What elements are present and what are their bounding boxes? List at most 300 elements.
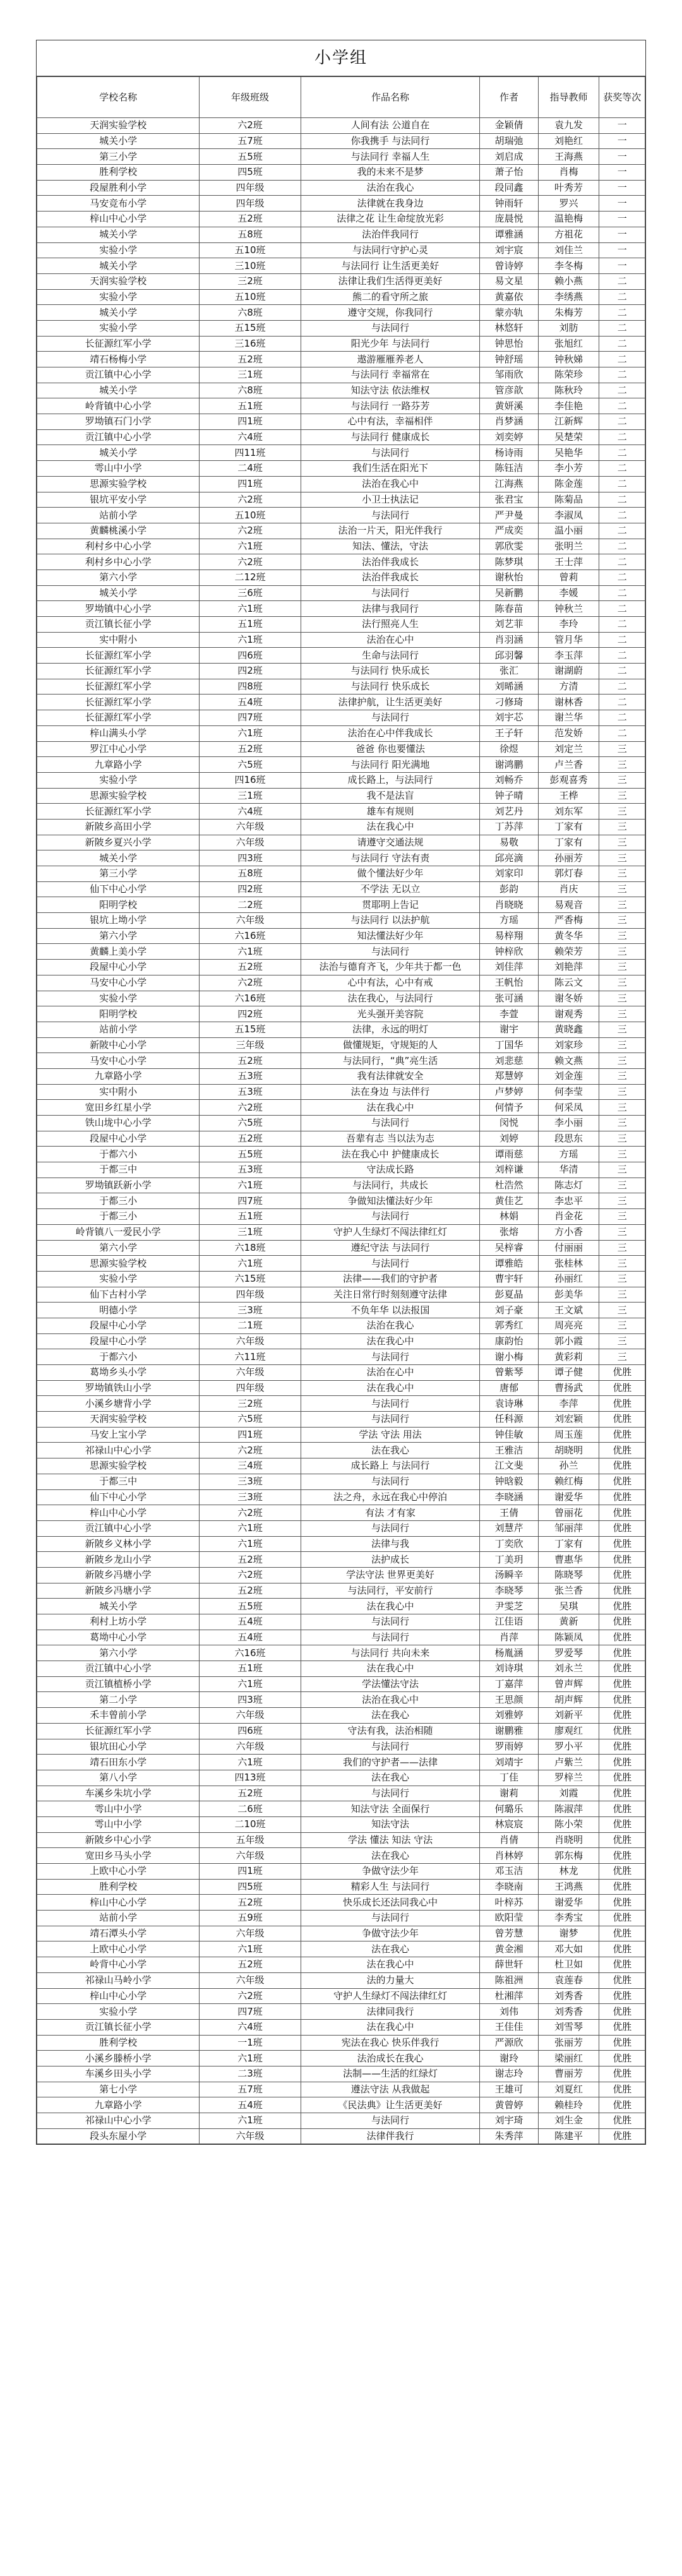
grade-cell: 六2班	[200, 1100, 301, 1116]
author-cell: 钟思怡	[480, 336, 538, 352]
teacher-cell: 曹扬武	[538, 1380, 599, 1396]
school-cell: 利村乡中心小学	[37, 539, 200, 554]
grade-cell: 四8班	[200, 679, 301, 695]
grade-cell: 五5班	[200, 1599, 301, 1614]
work-title-cell: 法治成长在我心	[301, 2051, 480, 2066]
teacher-cell: 李萍	[538, 1396, 599, 1412]
author-cell: 叶梓苏	[480, 1895, 538, 1911]
school-cell: 葛坳乡头小学	[37, 1365, 200, 1381]
teacher-cell: 朱梅芳	[538, 305, 599, 321]
school-cell: 长征源红军小学	[37, 710, 200, 726]
school-cell: 实验小学	[37, 2004, 200, 2020]
grade-cell: 五1班	[200, 1661, 301, 1677]
award-cell: 优胜	[599, 1536, 645, 1552]
teacher-cell: 丁家有	[538, 1536, 599, 1552]
author-cell: 肖倩	[480, 1832, 538, 1848]
author-cell: 王帆怡	[480, 975, 538, 991]
work-title-cell: 与法同行，共成长	[301, 1178, 480, 1193]
table-row	[37, 305, 645, 321]
author-cell: 谢秋怡	[480, 569, 538, 585]
award-cell: 三	[599, 866, 645, 882]
teacher-cell: 谢爱华	[538, 1489, 599, 1505]
author-cell: 谢莉	[480, 1786, 538, 1801]
grade-cell: 三1班	[200, 788, 301, 804]
author-cell: 吴新鹏	[480, 585, 538, 601]
author-cell: 何璐乐	[480, 1801, 538, 1817]
award-cell: 优胜	[599, 1895, 645, 1911]
school-cell: 小溪乡塘背小学	[37, 1396, 200, 1412]
work-title-cell: 法在我心	[301, 1770, 480, 1786]
grade-cell: 六1班	[200, 1676, 301, 1692]
table-row	[37, 804, 645, 820]
award-cell: 优胜	[599, 1599, 645, 1614]
table-row	[37, 320, 645, 336]
teacher-cell: 刘家珍	[538, 1037, 599, 1053]
school-cell: 于都六小	[37, 1349, 200, 1365]
author-cell: 黄金湘	[480, 1941, 538, 1957]
award-cell: 三	[599, 913, 645, 929]
school-cell: 天润实验学校	[37, 118, 200, 134]
grade-cell: 六年级	[200, 913, 301, 929]
author-cell: 金颖倩	[480, 118, 538, 134]
school-cell: 思源实验学校	[37, 1458, 200, 1474]
work-title-cell: 与法同行	[301, 1614, 480, 1630]
award-cell: 二	[599, 554, 645, 570]
teacher-cell: 陈建平	[538, 2128, 599, 2144]
school-cell: 阳明学校	[37, 897, 200, 913]
teacher-cell: 丁家有	[538, 819, 599, 835]
award-cell: 二	[599, 617, 645, 633]
award-cell: 二	[599, 679, 645, 695]
award-cell: 优胜	[599, 1520, 645, 1536]
table-row	[37, 445, 645, 461]
award-cell: 三	[599, 819, 645, 835]
grade-cell: 五10班	[200, 242, 301, 258]
author-cell: 谢小梅	[480, 1349, 538, 1365]
grade-cell: 四年级	[200, 1380, 301, 1396]
table-row	[37, 2035, 645, 2051]
award-cell: 三	[599, 1271, 645, 1287]
award-cell: 优胜	[599, 1412, 645, 1428]
grade-cell: 三3班	[200, 1474, 301, 1489]
author-cell: 管彦歆	[480, 383, 538, 398]
grade-cell: 五2班	[200, 212, 301, 227]
author-cell: 王思颜	[480, 1692, 538, 1708]
table-row	[37, 1147, 645, 1162]
work-title-cell: 与法同行	[301, 585, 480, 601]
grade-cell: 六年级	[200, 1926, 301, 1941]
grade-cell: 四11班	[200, 445, 301, 461]
work-title-cell: 小卫士执法记	[301, 492, 480, 508]
grade-cell: 六年级	[200, 835, 301, 850]
author-cell: 肖晓晓	[480, 897, 538, 913]
work-title-cell: 与法同行 幸福人生	[301, 149, 480, 165]
award-cell: 优胜	[599, 1692, 645, 1708]
grade-cell: 三10班	[200, 258, 301, 274]
teacher-cell: 钟秋娣	[538, 352, 599, 367]
author-cell: 庞晨悦	[480, 212, 538, 227]
teacher-cell: 彭美华	[538, 1287, 599, 1303]
grade-cell: 五3班	[200, 1068, 301, 1084]
table-row	[37, 1583, 645, 1599]
table-row	[37, 1068, 645, 1084]
teacher-cell: 黄晓鑫	[538, 1022, 599, 1037]
table-row	[37, 1708, 645, 1724]
teacher-cell: 易观音	[538, 897, 599, 913]
teacher-cell: 温小丽	[538, 523, 599, 539]
grade-cell: 六年级	[200, 1708, 301, 1724]
school-cell: 城关小学	[37, 383, 200, 398]
work-title-cell: 与法同行，平安前行	[301, 1583, 480, 1599]
award-cell: 三	[599, 1256, 645, 1272]
teacher-cell: 邹丽萍	[538, 1520, 599, 1536]
work-title-cell: 精彩人生 与法同行	[301, 1879, 480, 1895]
author-cell: 张可涵	[480, 991, 538, 1006]
award-cell: 优胜	[599, 1458, 645, 1474]
work-title-cell: 争做守法少年	[301, 1864, 480, 1880]
award-cell: 一	[599, 149, 645, 165]
table-row	[37, 2097, 645, 2113]
author-cell: 汤瞬辛	[480, 1567, 538, 1583]
grade-cell: 六1班	[200, 601, 301, 617]
author-cell: 萧子怡	[480, 165, 538, 181]
teacher-cell: 黄新	[538, 1614, 599, 1630]
author-cell: 彭夏晶	[480, 1287, 538, 1303]
grade-cell: 五10班	[200, 508, 301, 523]
table-row	[37, 1116, 645, 1131]
work-title-cell: 生命与法同行	[301, 648, 480, 664]
grade-cell: 六4班	[200, 804, 301, 820]
teacher-cell: 卢紫兰	[538, 1755, 599, 1770]
grade-cell: 五4班	[200, 695, 301, 710]
teacher-cell: 付丽丽	[538, 1240, 599, 1256]
author-cell: 李晓涵	[480, 1489, 538, 1505]
award-cell: 二	[599, 632, 645, 648]
work-title-cell: 与法同行	[301, 1474, 480, 1489]
grade-cell: 五2班	[200, 1053, 301, 1069]
table-row	[37, 1303, 645, 1318]
table-row	[37, 2019, 645, 2035]
table-row	[37, 1131, 645, 1147]
work-title-cell: 与法同行 快乐成长	[301, 679, 480, 695]
author-cell: 黄曾婷	[480, 2097, 538, 2113]
grade-cell: 六11班	[200, 1349, 301, 1365]
table-row	[37, 679, 645, 695]
school-cell: 贡江镇中心小学	[37, 1520, 200, 1536]
sheet-title: 小学组	[37, 40, 645, 76]
grade-cell: 四2班	[200, 664, 301, 679]
grade-cell: 六15班	[200, 1271, 301, 1287]
teacher-cell: 梁丽红	[538, 2051, 599, 2066]
award-cell: 优胜	[599, 1505, 645, 1521]
grade-cell: 六年级	[200, 2128, 301, 2144]
teacher-cell: 刘雪琴	[538, 2019, 599, 2035]
table-row	[37, 819, 645, 835]
award-cell: 二	[599, 352, 645, 367]
table-row	[37, 741, 645, 757]
teacher-cell: 罗兴	[538, 196, 599, 212]
school-cell: 银坑平安小学	[37, 492, 200, 508]
author-cell: 邹雨欣	[480, 367, 538, 383]
grade-cell: 四7班	[200, 1193, 301, 1209]
grade-cell: 五2班	[200, 352, 301, 367]
school-cell: 新陂乡中心小学	[37, 1832, 200, 1848]
grade-cell: 四6班	[200, 648, 301, 664]
table-row	[37, 196, 645, 212]
school-cell: 九章路小学	[37, 757, 200, 773]
award-cell: 一	[599, 212, 645, 227]
author-cell: 刘畅乔	[480, 772, 538, 788]
award-cell: 优胜	[599, 1380, 645, 1396]
author-cell: 唐郁	[480, 1380, 538, 1396]
author-cell: 易敬	[480, 835, 538, 850]
school-cell: 新陂中心小学	[37, 1037, 200, 1053]
author-cell: 杜湘萍	[480, 1988, 538, 2004]
award-cell: 优胜	[599, 1365, 645, 1381]
award-cell: 三	[599, 850, 645, 866]
school-cell: 段屋中心小学	[37, 1333, 200, 1349]
grade-cell: 六2班	[200, 523, 301, 539]
school-cell: 站前小学	[37, 1022, 200, 1037]
school-cell: 段屋中心小学	[37, 1131, 200, 1147]
author-cell: 丁佳	[480, 1770, 538, 1786]
teacher-cell: 李秀宝	[538, 1911, 599, 1926]
table-row	[37, 429, 645, 445]
grade-cell: 六16班	[200, 928, 301, 944]
author-cell: 谢宇	[480, 1022, 538, 1037]
school-cell: 于都三中	[37, 1474, 200, 1489]
award-cell: 三	[599, 881, 645, 897]
table-row	[37, 1755, 645, 1770]
teacher-cell: 温艳梅	[538, 212, 599, 227]
author-cell: 林宸宸	[480, 1816, 538, 1832]
work-title-cell: 心中有法，心中有戒	[301, 975, 480, 991]
table-row	[37, 118, 645, 134]
teacher-cell: 严香梅	[538, 913, 599, 929]
table-row	[37, 960, 645, 975]
results-sheet	[36, 40, 646, 2145]
work-title-cell: 法在我心	[301, 1708, 480, 1724]
work-title-cell: 法在我心中	[301, 1957, 480, 1973]
author-cell: 谭雅涵	[480, 227, 538, 242]
table-row	[37, 165, 645, 181]
work-title-cell: 与法同行 共向未来	[301, 1645, 480, 1661]
teacher-cell: 刘金莲	[538, 1068, 599, 1084]
author-cell: 刘伟	[480, 2004, 538, 2020]
grade-cell: 四7班	[200, 2004, 301, 2020]
author-cell: 陈春苗	[480, 601, 538, 617]
table-row	[37, 1458, 645, 1474]
teacher-cell: 李绣燕	[538, 289, 599, 305]
teacher-cell: 叶秀芳	[538, 180, 599, 196]
teacher-cell: 陈云文	[538, 975, 599, 991]
work-title-cell: 法在我心中	[301, 1661, 480, 1677]
author-cell: 朱秀萍	[480, 2128, 538, 2144]
grade-cell: 六8班	[200, 383, 301, 398]
table-row	[37, 336, 645, 352]
teacher-cell: 陈颖凤	[538, 1630, 599, 1645]
author-cell: 欧阳莹	[480, 1911, 538, 1926]
work-title-cell: 守法成长路	[301, 1162, 480, 1178]
grade-cell: 五3班	[200, 1162, 301, 1178]
teacher-cell: 曹丽芳	[538, 2066, 599, 2082]
teacher-cell: 刘新平	[538, 1708, 599, 1724]
school-cell: 仙下古村小学	[37, 1287, 200, 1303]
work-title-cell: 与法同行 幸福常在	[301, 367, 480, 383]
author-cell: 刁修琦	[480, 695, 538, 710]
author-cell: 吴梓睿	[480, 1240, 538, 1256]
work-title-cell: 成长路上 与法同行	[301, 1458, 480, 1474]
school-cell: 第三小学	[37, 149, 200, 165]
grade-cell: 五8班	[200, 866, 301, 882]
author-cell: 丁苏萍	[480, 819, 538, 835]
work-title-cell: 遨游雁雁养老人	[301, 352, 480, 367]
author-cell: 谢玲	[480, 2051, 538, 2066]
award-cell: 优胜	[599, 1552, 645, 1568]
author-cell: 谭雨慈	[480, 1147, 538, 1162]
table-row	[37, 772, 645, 788]
award-cell: 优胜	[599, 1427, 645, 1443]
school-cell: 第六小学	[37, 1645, 200, 1661]
table-row	[37, 757, 645, 773]
school-cell: 于都三中	[37, 1162, 200, 1178]
teacher-cell: 罗小平	[538, 1739, 599, 1755]
author-cell: 钟舒瑶	[480, 352, 538, 367]
grade-cell: 六2班	[200, 492, 301, 508]
work-title-cell: 与法同行	[301, 1256, 480, 1272]
grade-cell: 五2班	[200, 1131, 301, 1147]
work-title-cell: 雄车有规则	[301, 804, 480, 820]
work-title-cell: 阳光少年 与法同行	[301, 336, 480, 352]
award-cell: 二	[599, 429, 645, 445]
school-cell: 葛坳中心小学	[37, 1630, 200, 1645]
school-cell: 贡江镇长征小学	[37, 2019, 200, 2035]
award-cell: 二	[599, 461, 645, 477]
school-cell: 胜利学校	[37, 165, 200, 181]
grade-cell: 五2班	[200, 1583, 301, 1599]
school-cell: 站前小学	[37, 508, 200, 523]
author-cell: 杨诗雨	[480, 445, 538, 461]
grade-cell: 五1班	[200, 617, 301, 633]
work-title-cell: 法在我心中 护健康成长	[301, 1147, 480, 1162]
author-cell: 刘启成	[480, 149, 538, 165]
award-cell: 三	[599, 1162, 645, 1178]
school-cell: 长征源红军小学	[37, 336, 200, 352]
school-cell: 于都三小	[37, 1209, 200, 1225]
award-cell: 三	[599, 1318, 645, 1333]
work-title-cell: 守护人生绿灯不闯法律红灯	[301, 1988, 480, 2004]
header-author: 作者	[480, 77, 538, 118]
work-title-cell: 与法同行	[301, 320, 480, 336]
grade-cell: 六1班	[200, 944, 301, 960]
table-row	[37, 476, 645, 492]
grade-cell: 六5班	[200, 1116, 301, 1131]
work-title-cell: 有法 才有家	[301, 1505, 480, 1521]
author-cell: 钟晗毅	[480, 1474, 538, 1489]
author-cell: 黄嘉依	[480, 289, 538, 305]
school-cell: 利村上坊小学	[37, 1614, 200, 1630]
author-cell: 易文星	[480, 273, 538, 289]
grade-cell: 三年级	[200, 1037, 301, 1053]
award-cell: 三	[599, 1240, 645, 1256]
work-title-cell: 法治在心中	[301, 1365, 480, 1381]
school-cell: 梓山中心小学	[37, 1895, 200, 1911]
teacher-cell: 黄冬华	[538, 928, 599, 944]
teacher-cell: 肖晓明	[538, 1832, 599, 1848]
author-cell: 薛世轩	[480, 1957, 538, 1973]
table-row	[37, 1271, 645, 1287]
header-row	[37, 77, 645, 118]
school-cell: 利村乡中心小学	[37, 554, 200, 570]
school-cell: 实验小学	[37, 289, 200, 305]
school-cell: 贡江镇植桥小学	[37, 1676, 200, 1692]
table-row	[37, 1349, 645, 1365]
author-cell: 曹宇轩	[480, 1271, 538, 1287]
school-cell: 站前小学	[37, 1911, 200, 1926]
author-cell: 段同鑫	[480, 180, 538, 196]
author-cell: 陈钰洁	[480, 461, 538, 477]
work-title-cell: 与法同行	[301, 1786, 480, 1801]
author-cell: 刘晞涵	[480, 679, 538, 695]
work-title-cell: 法律与我同行	[301, 601, 480, 617]
school-cell: 新陂乡冯塘小学	[37, 1583, 200, 1599]
author-cell: 丁美玥	[480, 1552, 538, 1568]
school-cell: 上欧中心小学	[37, 1941, 200, 1957]
work-title-cell: 法治在我心中	[301, 476, 480, 492]
author-cell: 钟佳敏	[480, 1427, 538, 1443]
school-cell: 实中附小	[37, 632, 200, 648]
award-cell: 三	[599, 1006, 645, 1022]
award-cell: 优胜	[599, 2019, 645, 2035]
school-cell: 靖石田东小学	[37, 1755, 200, 1770]
grade-cell: 六16班	[200, 1645, 301, 1661]
teacher-cell: 陈菊品	[538, 492, 599, 508]
table-row	[37, 1053, 645, 1069]
award-cell: 一	[599, 165, 645, 181]
author-cell: 杜浩然	[480, 1178, 538, 1193]
teacher-cell: 赖荣芳	[538, 944, 599, 960]
award-cell: 二	[599, 664, 645, 679]
award-cell: 优胜	[599, 1661, 645, 1677]
school-cell: 于都六小	[37, 1147, 200, 1162]
work-title-cell: 法治与德育齐飞，少年共于都一色	[301, 960, 480, 975]
school-cell: 罗坳镇中心小学	[37, 601, 200, 617]
award-cell: 优胜	[599, 2035, 645, 2051]
work-title-cell: 法律之花 让生命绽放光彩	[301, 212, 480, 227]
work-title-cell: 与法同行	[301, 1630, 480, 1645]
award-cell: 三	[599, 960, 645, 975]
school-cell: 祁禄山中心小学	[37, 1443, 200, 1458]
grade-cell: 六1班	[200, 632, 301, 648]
teacher-cell: 邓大如	[538, 1941, 599, 1957]
grade-cell: 六1班	[200, 1755, 301, 1770]
header-grade-class: 年级班级	[200, 77, 301, 118]
table-row	[37, 991, 645, 1006]
work-title-cell: 法治在心中伴我成长	[301, 725, 480, 741]
teacher-cell: 陈金莲	[538, 476, 599, 492]
author-cell: 钟梓欣	[480, 944, 538, 960]
work-title-cell: 与法同行	[301, 710, 480, 726]
award-cell: 一	[599, 196, 645, 212]
table-row	[37, 1567, 645, 1583]
school-cell: 实验小学	[37, 320, 200, 336]
teacher-cell: 刘霞	[538, 1786, 599, 1801]
author-cell: 彭韵	[480, 881, 538, 897]
author-cell: 谢鸿鹏	[480, 757, 538, 773]
school-cell: 城关小学	[37, 445, 200, 461]
teacher-cell: 李玲	[538, 617, 599, 633]
grade-cell: 六年级	[200, 1333, 301, 1349]
